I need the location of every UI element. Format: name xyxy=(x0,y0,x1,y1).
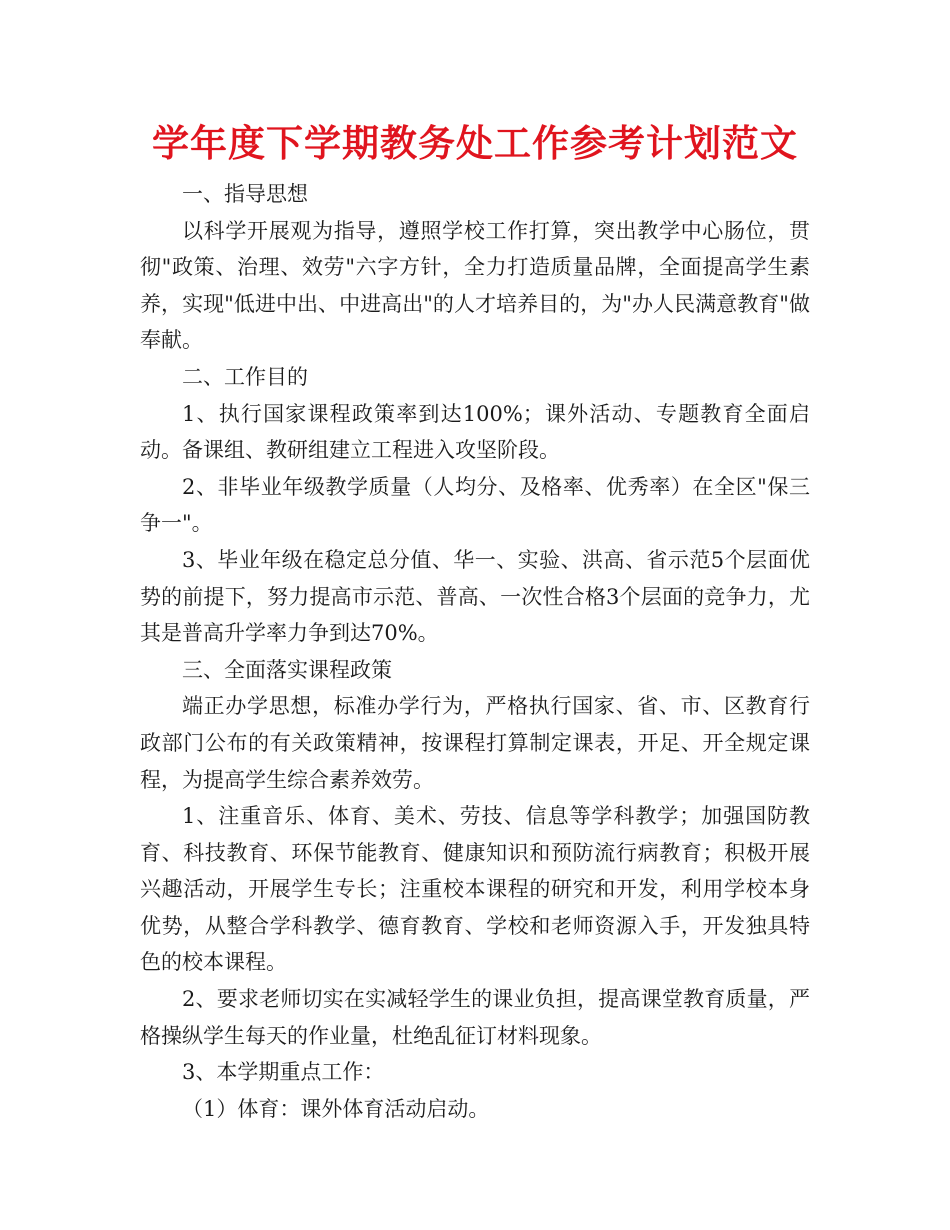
paragraph-policy-1: 1、注重音乐、体育、美术、劳技、信息等学科教学；加强国防教育、科技教育、环保节能教育、健康知识和预防流行病教育；积极开展兴趣活动，开展学生专长；注重校本课程的研究和开发，利用学校本身优势，从整合学科教学、德育教育、学校和老师资源入手，开发独具特色的校本课程。 xyxy=(140,804,810,975)
document-title: 学年度下学期教务处工作参考计划范文 xyxy=(152,122,798,165)
paragraph-policy-3: 3、本学期重点工作： xyxy=(182,1060,385,1085)
paragraph-policy-3-item-1: （1）体育：课外体育活动启动。 xyxy=(182,1096,490,1121)
section-heading-guiding-thought: 一、指导思想 xyxy=(182,182,308,206)
document-body xyxy=(140,176,810,1127)
paragraph-goal-3: 3、毕业年级在稳定总分值、华一、实验、洪高、省示范5个层面优势的前提下，努力提高市示范、普高、一次性合格3个层面的竞争力，尤其是普高升学率力争到达70%。 xyxy=(140,547,810,646)
section-heading-curriculum-policy: 三、全面落实课程政策 xyxy=(182,657,392,682)
paragraph-goal-1: 1、执行国家课程政策率到达100%；课外活动、专题教育全面启动。备课组、教研组建立工程进入攻坚阶段。 xyxy=(140,401,810,463)
paragraph-curriculum-policy: 端正办学思想，标准办学行为，严格执行国家、省、市、区教育行政部门公布的有关政策精神，按课程打算制定课表，开足、开全规定课程，为提高学生综合素养效劳。 xyxy=(140,694,810,792)
section-heading-work-goals: 二、工作目的 xyxy=(182,364,308,389)
paragraph-guiding-thought: 以科学开展观为指导，遵照学校工作打算，突出教学中心肠位，贯彻"政策、治理、效劳"六字方针，全力打造质量品牌，全面提高学生素养，实现"低进中出、中进高出"的人才培养目的，为"办人民满意教育"做奉献。 xyxy=(140,218,810,353)
paragraph-goal-2: 2、非毕业年级教学质量（人均分、及格率、优秀率）在全区"保三争一"。 xyxy=(140,474,810,536)
paragraph-policy-2: 2、要求老师切实在实减轻学生的课业负担，提高课堂教育质量，严格操纵学生每天的作业量，杜绝乱征订材料现象。 xyxy=(140,987,810,1048)
